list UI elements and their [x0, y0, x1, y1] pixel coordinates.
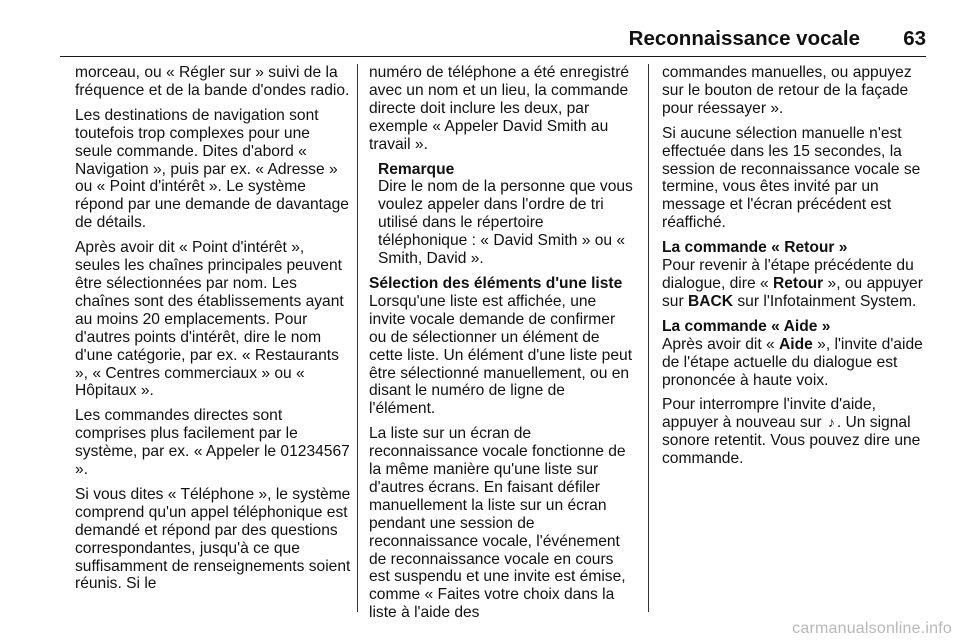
paragraph: Si aucune sélection manuelle n'est effectuée dans les 15 secondes, la session de reconnaissance vocale se termine, vous êtes invité par un message et l'écran précédent est réaffiché. [662, 124, 921, 232]
column-divider-1 [357, 64, 358, 612]
paragraph [662, 336, 934, 390]
text-run: Après avoir dit « [662, 335, 780, 353]
text-column-1 [75, 64, 351, 600]
column-divider-2 [648, 64, 649, 612]
note-box [378, 161, 635, 268]
text-run: sur l'Infotainment System. [733, 292, 917, 310]
paragraph: Après avoir dit « Point d'intérêt », seules les chaînes principales peuvent être sélectionnées par nom. Les chaînes sont des établissements ayant au moins 20 emplacements. Pour d'autres points d'intérêt, dire le nom d'une catégorie, par ex. « Restaurants », « Centres commerciaux » ou « Hôpitaux ». [75, 239, 344, 400]
text-column-2 [369, 64, 635, 629]
page-header [60, 26, 926, 57]
section-heading-help-command: La commande « Aide » [662, 317, 831, 335]
note-text: Dire le nom de la personne que vous voulez appeler dans l'ordre de tri utilisé dans le répertoire téléphonique : « David Smith » ou « Smith, David ». [378, 178, 633, 268]
watermark: carmanualsonline.info [792, 620, 952, 637]
paragraph: Les commandes directes sont comprises plus facilement par le système, par ex. « Appeler le 01234567 ». [75, 407, 350, 479]
keyword-retour: Retour [772, 274, 824, 292]
paragraph: Si vous dites « Téléphone », le système comprend qu'un appel téléphonique est demandé et répond par des questions correspondantes, jusqu'à ce que suffisamment de renseignements soient réunis. Si le [75, 485, 351, 593]
section-heading-list-selection: Sélection des éléments d'une liste [369, 274, 623, 292]
paragraph: La liste sur un écran de reconnaissance vocale fonctionne de la même manière qu'une liste sur d'autres écrans. En faisant défiler manuellement la liste sur un écran pendant une session de reconnaissance vocale, l'événement de reconnaissance vocale en cours est suspendu et une invite est émise, comme « Faites votre choix dans la liste à l'aide des [369, 425, 626, 622]
paragraph [662, 396, 934, 468]
text-run: Pour interrompre l'invite d'aide, appuyer à nouveau sur [662, 396, 876, 432]
text-run: . Un signal sonore retentit. Vous pouvez dire une commande. [662, 414, 921, 468]
page-title: Reconnaissance vocale [628, 27, 860, 50]
paragraph: Lorsqu'une liste est affichée, une invite vocale demande de confirmer ou de sélectionner un élément de cette liste. Un élément d'une liste peut être sélectionné manuellement, ou en disant le numéro de ligne de l'élément. [369, 292, 633, 418]
text-run: », ou appuyer sur [662, 274, 923, 310]
keyword-aide: Aide [779, 335, 813, 353]
voice-command-icon: ♪ [827, 414, 835, 431]
paragraph [662, 257, 934, 311]
paragraph: morceau, ou « Régler sur » suivi de la fréquence et de la bande d'ondes radio. [75, 64, 350, 99]
paragraph: commandes manuelles, ou appuyez sur le bouton de retour de la façade pour réessayer ». [662, 64, 912, 117]
text-run: », l'invite d'aide de l'étape actuelle du dialogue est prononcée à haute voix. [662, 335, 923, 389]
page-number: 63 [903, 27, 926, 50]
paragraph: numéro de téléphone a été enregistré avec un nom et un lieu, la commande directe doit inclure les deux, par exemple « Appeler David Smith au travail ». [369, 64, 630, 153]
text-column-3 [662, 64, 934, 475]
keyword-back: BACK [688, 292, 734, 310]
section-heading-back-command: La commande « Retour » [662, 239, 848, 257]
paragraph: Les destinations de navigation sont toutefois trop complexes pour une seule commande. Dites d'abord « Navigation », puis par ex. « Adresse » ou « Point d'intérêt ». Le système répond par une demande de davantage de détails. [75, 106, 349, 232]
note-title: Remarque [378, 160, 455, 178]
text-run: Pour revenir à l'étape précédente du dialogue, dire « [662, 257, 914, 292]
